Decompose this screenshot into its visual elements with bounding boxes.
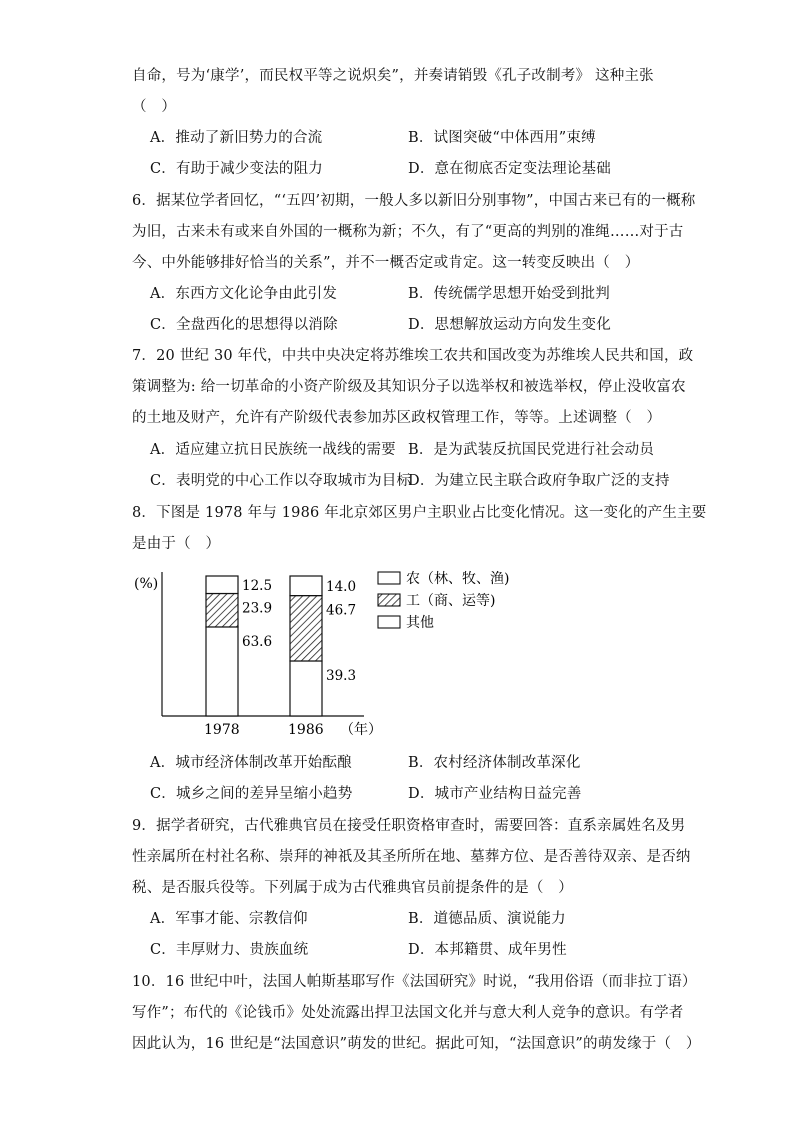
data-label: 39.3: [326, 667, 357, 684]
bar-segment: [206, 576, 238, 594]
legend-label: 农（林、牧、渔): [406, 571, 510, 587]
bar-segment: [290, 576, 322, 596]
bar-segment: [290, 596, 322, 661]
q10-stem-line: 10．16 世纪中叶，法国人帕斯基耶写作《法国研究》时说，“我用俗语（而非拉丁语）: [132, 974, 697, 990]
q10-stem-line: 写作”；布代的《论钱币》处处流露出捍卫法国文化并与意大利人竞争的意识。有学者: [132, 1005, 684, 1021]
q6-stem-line: 6．据某位学者回忆，“‘五四’初期，一般人多以新旧分别事物”，中国古来已有的一概称: [132, 193, 696, 209]
x-tick-label: 1986: [288, 722, 324, 738]
q5-option-a[interactable]: A．推动了新旧势力的合流: [150, 130, 323, 146]
q5-answer-blank: （ ）: [132, 99, 177, 115]
q5-option-d[interactable]: D．意在彻底否定变法理论基础: [408, 161, 611, 177]
occupation-chart: [132, 568, 552, 748]
q8-stem-line: 8．下图是 1978 年与 1986 年北京郊区男户主职业占比变化情况。这一变化的产生主要: [132, 505, 707, 521]
bar-segment: [206, 627, 238, 716]
data-label: 14.0: [326, 578, 357, 595]
data-label: 23.9: [242, 600, 273, 617]
q7-stem-line: 的土地及财产，允许有产阶级代表参加苏区政权管理工作，等等。上述调整（ ）: [132, 410, 662, 426]
data-label: 12.5: [242, 577, 273, 594]
bar-segment: [206, 594, 238, 627]
q5-stem-line: 自命，号为‘康学’，而民权平等之说炽矣”，并奏请销毁《孔子改制考》 这种主张: [132, 68, 654, 84]
q7-stem-line: 策调整为: 给一切革命的小资产阶级及其知识分子以选举权和被选举权，停止没收富农: [132, 379, 686, 395]
q6-option-b[interactable]: B．传统儒学思想开始受到批判: [408, 286, 610, 302]
legend-swatch: [378, 594, 400, 606]
legend-swatch: [378, 616, 400, 628]
legend-label: 其他: [406, 615, 434, 631]
q5-option-b[interactable]: B．试图突破“中体西用”束缚: [408, 130, 596, 146]
q9-stem-line: 税、是否服兵役等。下列属于成为古代雅典官员前提条件的是（ ）: [132, 880, 573, 896]
q6-option-c[interactable]: C．全盘西化的思想得以消除: [150, 317, 338, 333]
q8-option-d[interactable]: D．城市产业结构日益完善: [408, 786, 582, 802]
legend-label: 工（商、运等): [406, 593, 496, 609]
q6-stem-line: 为旧，古来未有或来自外国的一概称为新；不久，有了“更高的判别的准绳……对于古: [132, 224, 684, 240]
q8-stem-line: 是由于（ ）: [132, 536, 221, 552]
q6-option-a[interactable]: A．东西方文化论争由此引发: [150, 286, 338, 302]
x-tick-label: 1978: [204, 722, 240, 738]
x-axis-label: （年）: [340, 722, 382, 738]
q9-option-d[interactable]: D．本邦籍贯、成年男性: [408, 942, 567, 958]
q9-option-c[interactable]: C．丰厚财力、贵族血统: [150, 942, 309, 958]
q8-option-c[interactable]: C．城乡之间的差异呈缩小趋势: [150, 786, 353, 802]
q9-option-a[interactable]: A．军事才能、宗教信仰: [150, 911, 308, 927]
q7-option-a[interactable]: A．适应建立抗日民族统一战线的需要: [150, 442, 396, 458]
q8-option-a[interactable]: A．城市经济体制改革开始酝酿: [150, 755, 352, 771]
q6-stem-line: 今、中外能够排好恰当的关系”，并不一概否定或肯定。这一转变反映出（ ）: [132, 255, 640, 271]
q9-option-b[interactable]: B．道德品质、演说能力: [408, 911, 566, 927]
q7-option-b[interactable]: B．是为武装反抗国民党进行社会动员: [408, 442, 655, 458]
q9-stem-line: 9．据学者研究，古代雅典官员在接受任职资格审查时，需要回答：直系亲属姓名及男: [132, 818, 686, 834]
y-axis-label: (%): [134, 576, 159, 592]
q7-option-c[interactable]: C．表明党的中心工作以夺取城市为目标: [150, 473, 412, 489]
q5-option-c[interactable]: C．有助于减少变法的阻力: [150, 161, 323, 177]
q6-option-d[interactable]: D．思想解放运动方向发生变化: [408, 317, 611, 333]
stacked-bar-chart: [132, 568, 552, 748]
q9-stem-line: 性亲属所在村社名称、崇拜的神祇及其圣所所在地、墓葬方位、是否善待双亲、是否纳: [132, 849, 691, 865]
bar-segment: [290, 661, 322, 716]
q7-option-d[interactable]: D．为建立民主联合政府争取广泛的支持: [408, 473, 670, 489]
data-label: 46.7: [326, 602, 357, 619]
q8-option-b[interactable]: B．农村经济体制改革深化: [408, 755, 581, 771]
q7-stem-line: 7．20 世纪 30 年代，中共中央决定将苏维埃工农共和国改变为苏维埃人民共和国，政: [132, 348, 694, 364]
legend-swatch: [378, 572, 400, 584]
data-label: 63.6: [242, 633, 273, 650]
q10-stem-line: 因此认为，16 世纪是“法国意识”萌发的世纪。据此可知，“法国意识”的萌发缘于（ ）: [132, 1036, 701, 1052]
